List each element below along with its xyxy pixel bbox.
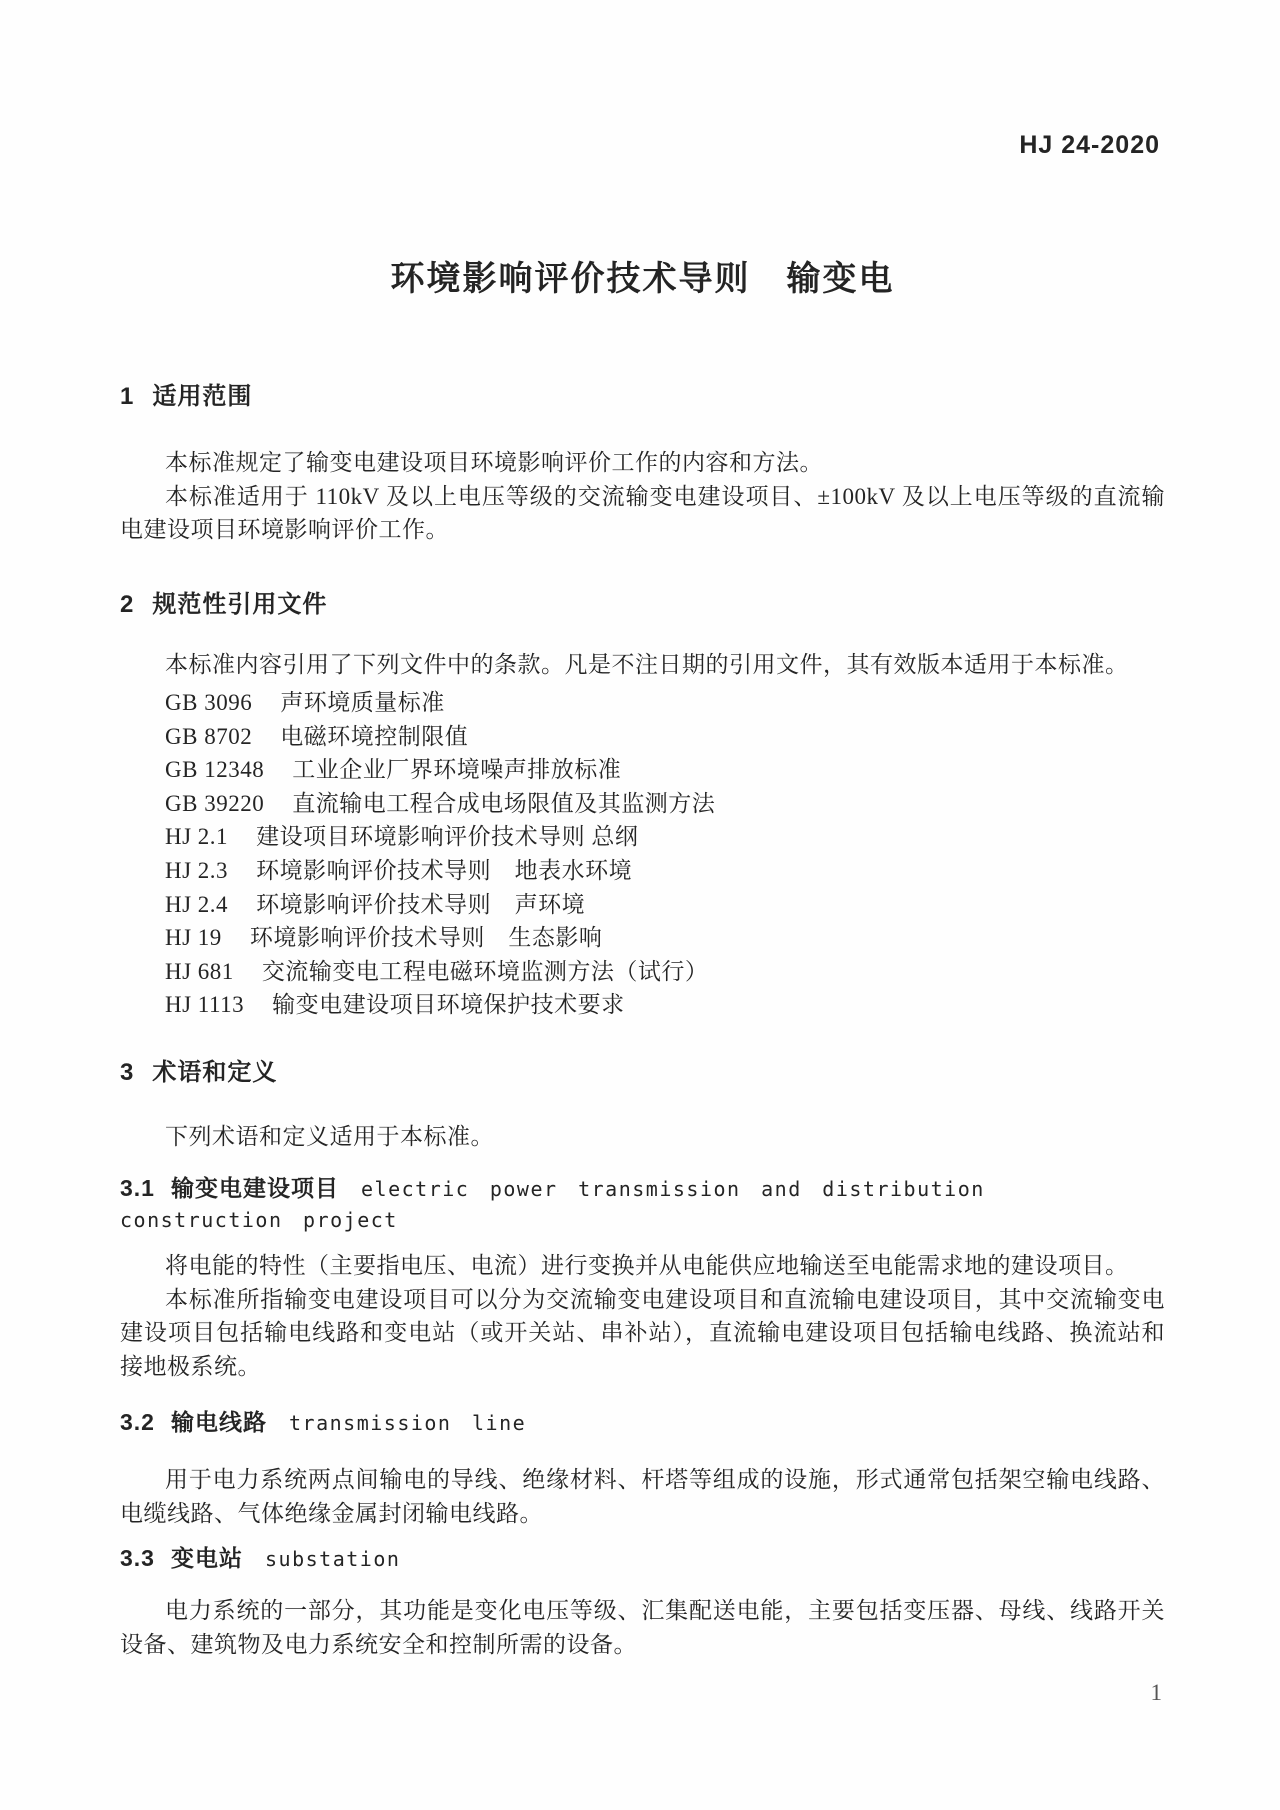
reference-item [165, 753, 1165, 787]
reference-code: HJ 2.3 [165, 857, 229, 883]
section-number: 3 [120, 1058, 135, 1086]
reference-code: HJ 1113 [165, 992, 245, 1018]
reference-item [165, 921, 1165, 955]
reference-code: HJ 2.1 [165, 824, 229, 850]
paragraph: 本标准规定了输变电建设项目环境影响评价工作的内容和方法。 [165, 450, 823, 475]
section-heading-2 [120, 590, 1165, 620]
paragraph: 本标准适用于 110kV 及以上电压等级的交流输变电建设项目、±100kV 及以上电压等级的直流输电建设项目环境影响评价工作。 [120, 483, 1165, 542]
reference-title: 环境影响评价技术导则 生态影响 [249, 925, 603, 951]
section-number: 2 [120, 590, 135, 618]
term-number: 3.3 [120, 1545, 155, 1572]
reference-code: GB 39220 [165, 790, 265, 816]
reference-title: 声环境质量标准 [280, 690, 445, 715]
term-number: 3.1 [120, 1175, 155, 1202]
reference-code: GB 12348 [165, 757, 265, 783]
reference-title: 输变电建设项目环境保护技术要求 [272, 992, 625, 1018]
paragraph: 将电能的特性（主要指电压、电流）进行变换并从电能供应地输送至电能需求地的建设项目。 [165, 1253, 1129, 1279]
reference-item [165, 854, 1165, 888]
reference-item [165, 720, 1165, 754]
section-heading-3 [120, 1058, 1165, 1088]
doc-ref: HJ 24-2020 [1019, 131, 1160, 159]
reference-title: 交流输变电工程电磁环境监测方法（试行） [261, 958, 709, 984]
section-heading-label: 术语和定义 [152, 1058, 278, 1086]
references-list [120, 686, 1165, 1022]
page-number: 1 [1150, 1680, 1162, 1705]
term-heading-3-1 [120, 1173, 1165, 1235]
reference-title: 电磁环境控制限值 [280, 723, 469, 749]
reference-code: HJ 19 [165, 925, 222, 951]
reference-title: 环境影响评价技术导则 地表水环境 [256, 857, 633, 883]
paragraph: 下列术语和定义适用于本标准。 [165, 1123, 494, 1149]
term-zh: 变电站 [170, 1545, 243, 1572]
term-heading-3-2 [120, 1407, 1165, 1438]
reference-item [165, 820, 1165, 854]
paragraph: 用于电力系统两点间输电的导线、绝缘材料、杆塔等组成的设施，形式通常包括架空输电线路、电缆线路、气体绝缘金属封闭输电线路。 [120, 1467, 1165, 1526]
term-heading-3-3 [120, 1543, 1165, 1574]
section-heading-label: 适用范围 [152, 383, 253, 410]
term-zh: 输变电建设项目 [170, 1175, 339, 1202]
reference-title: 环境影响评价技术导则 声环境 [256, 891, 586, 917]
term-en: transmission line [288, 1411, 527, 1436]
term-zh: 输电线路 [170, 1409, 267, 1436]
paragraph: 电力系统的一部分，其功能是变化电压等级、汇集配送电能，主要包括变压器、母线、线路开关设备、建筑物及电力系统安全和控制所需的设备。 [120, 1598, 1165, 1657]
page-title: 环境影响评价技术导则 输变电 [390, 261, 895, 298]
reference-item [165, 787, 1165, 821]
reference-item [165, 955, 1165, 989]
term-3-1-body [120, 1249, 1165, 1383]
document-content [120, 0, 1165, 1661]
reference-code: GB 3096 [165, 690, 253, 715]
reference-item [165, 988, 1165, 1022]
reference-code: GB 8702 [165, 723, 253, 749]
paragraph: 本标准所指输变电建设项目可以分为交流输变电建设项目和直流输电建设项目，其中交流输变电建设项目包括输电线路和变电站（或开关站、串补站），直流输电建设项目包括输电线路、换流站和接地极系统。 [120, 1286, 1165, 1379]
term-en: electric power transmission and distribution construction project [120, 1177, 985, 1233]
section-number: 1 [120, 383, 135, 410]
term-number: 3.2 [120, 1409, 155, 1436]
reference-code: HJ 681 [165, 958, 234, 984]
reference-title: 建设项目环境影响评价技术导则 总纲 [256, 824, 639, 850]
section-heading-label: 规范性引用文件 [152, 590, 328, 618]
reference-title: 直流输电工程合成电场限值及其监测方法 [292, 790, 716, 816]
reference-code: HJ 2.4 [165, 891, 229, 917]
reference-item [165, 686, 1165, 720]
section-heading-1 [120, 382, 1165, 412]
term-en: substation [264, 1547, 401, 1572]
reference-title: 工业企业厂界环境噪声排放标准 [292, 757, 622, 783]
reference-item [165, 888, 1165, 922]
section-1-body [120, 446, 1165, 547]
paragraph: 本标准内容引用了下列文件中的条款。凡是不注日期的引用文件，其有效版本适用于本标准。 [165, 651, 1129, 677]
